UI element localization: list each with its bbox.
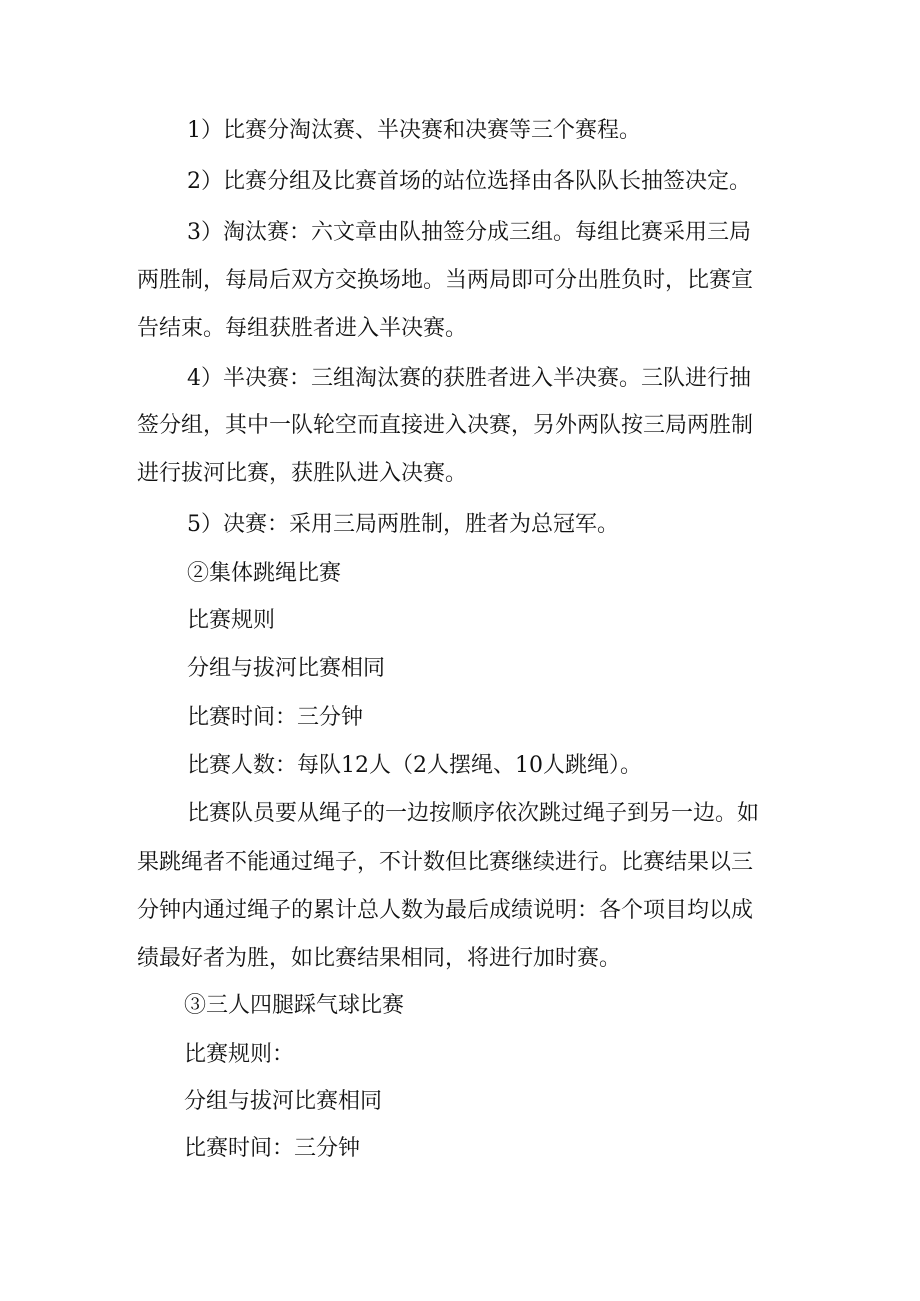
text-line: 2）比赛分组及比赛首场的站位选择由各队队长抽签决定。 [187,169,751,194]
section-heading: ③三人四腿踩气球比赛 [184,993,405,1018]
text-line: 比赛时间：三分钟 [184,1136,361,1161]
text-line: 告结束。每组获胜者进入半决赛。 [137,316,468,341]
text-line: 比赛队员要从绳子的一边按顺序依次跳过绳子到另一边。如 [187,801,760,826]
text-line: 比赛人数：每队12人（2人摆绳、10人跳绳）。 [187,753,642,778]
section-heading: ②集体跳绳比赛 [187,561,342,586]
text-line: 4）半决赛：三组淘汰赛的获胜者进入半决赛。三队进行抽 [187,366,751,391]
text-line: 比赛时间：三分钟 [187,705,364,730]
text-line: 分钟内通过绳子的累计总人数为最后成绩说明：各个项目均以成 [137,898,754,923]
text-line: 进行拔河比赛，获胜队进入决赛。 [137,461,468,486]
text-line: 1）比赛分淘汰赛、半决赛和决赛等三个赛程。 [187,118,641,143]
text-line: 分组与拔河比赛相同 [187,656,386,681]
text-line: 分组与拔河比赛相同 [184,1089,383,1114]
text-line: 比赛规则 [187,608,276,633]
text-line: 两胜制，每局后双方交换场地。当两局即可分出胜负时，比赛宣 [137,268,754,293]
text-line: 签分组，其中一队轮空而直接进入决赛，另外两队按三局两胜制 [137,413,754,438]
text-line: 比赛规则： [184,1042,295,1067]
text-line: 果跳绳者不能通过绳子，不计数但比赛继续进行。比赛结果以三 [137,850,754,875]
text-line: 5）决赛：采用三局两胜制，胜者为总冠军。 [187,512,619,537]
text-line: 3）淘汰赛：六文章由队抽签分成三组。每组比赛采用三局 [187,220,751,245]
text-line: 绩最好者为胜，如比赛结果相同，将进行加时赛。 [137,946,622,971]
